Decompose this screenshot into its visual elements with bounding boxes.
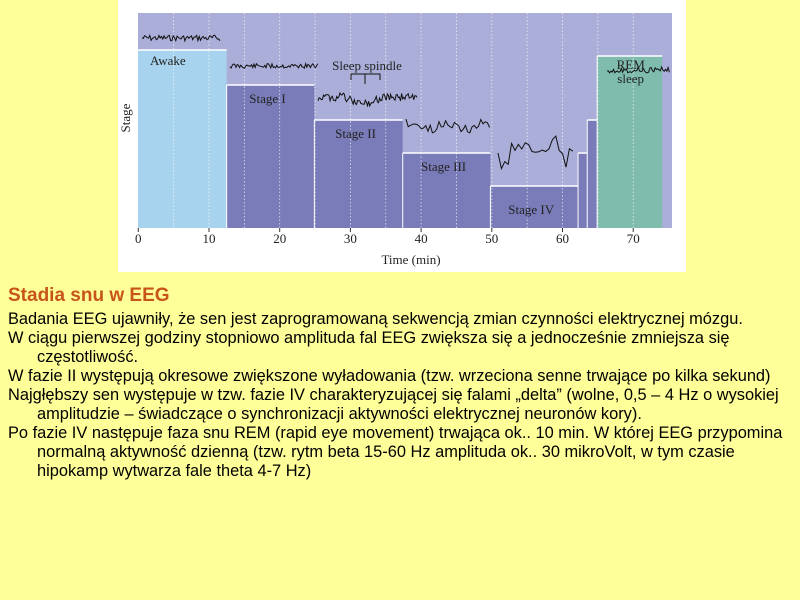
stage-label: REM: [616, 57, 645, 73]
x-axis-title: Time (min): [381, 252, 441, 267]
x-tick-label: 20: [273, 231, 287, 246]
x-tick-label: 50: [485, 231, 499, 246]
slide-title: Stadia snu w EEG: [8, 285, 170, 306]
hypnogram-figure: [118, 0, 686, 272]
x-tick-label: 30: [343, 231, 357, 246]
paragraph: W ciągu pierwszej godziny stopniowo amplituda fal EEG zwiększa się a jednocześnie zmniejsza się częstotliwość.: [8, 329, 730, 366]
stage-block: [578, 153, 587, 228]
paragraph: Po fazie IV następuje faza snu REM (rapid eye movement) trwająca ok.. 10 min. W której EEG przypomina normalną aktywność dzienną (tzw. rytm beta 15-60 Hz amplituda ok.. 30 mikroVolt, w tym czasie hipokamp wytwarza fale theta 4-7 Hz): [8, 424, 783, 480]
stage-label: Stage II: [335, 126, 376, 141]
x-tick-label: 70: [626, 231, 640, 246]
paragraph: Badania EEG ujawniły, że sen jest zaprogramowaną sekwencją zmian czynności elektrycznej mózgu.: [8, 310, 743, 328]
stage-block: [227, 85, 315, 228]
paragraph: W fazie II występują okresowe zwiększone wyładowania (tzw. wrzeciona senne trwające po kilka sekund): [8, 367, 771, 385]
stage-label: sleep: [617, 71, 645, 87]
paragraph-list: [8, 310, 792, 481]
slide-text: [8, 284, 792, 481]
x-tick-label: 60: [556, 231, 569, 246]
paragraph: Najgłębszy sen występuje w tzw. fazie IV charakteryzującej się falami „delta” (wolne, 0,5 – 4 Hz o wysokiej amplitudzie – świadczące o synchronizacji aktywności elektrycznej neuronów kory).: [8, 386, 779, 423]
hypnogram-chart: [118, 0, 686, 272]
x-tick-label: 10: [202, 231, 216, 246]
stage-label: Stage IV: [508, 202, 555, 217]
stage-block: [138, 50, 227, 228]
sleep-spindle-label: Sleep spindle: [332, 58, 402, 73]
stage-label: Awake: [150, 53, 186, 68]
y-axis-title: Stage: [118, 103, 133, 133]
x-tick-label: 0: [135, 231, 142, 246]
stage-label: Stage III: [420, 159, 467, 174]
stage-label: Stage I: [249, 91, 286, 106]
x-tick-label: 40: [414, 231, 428, 246]
stage-block: [587, 120, 597, 228]
